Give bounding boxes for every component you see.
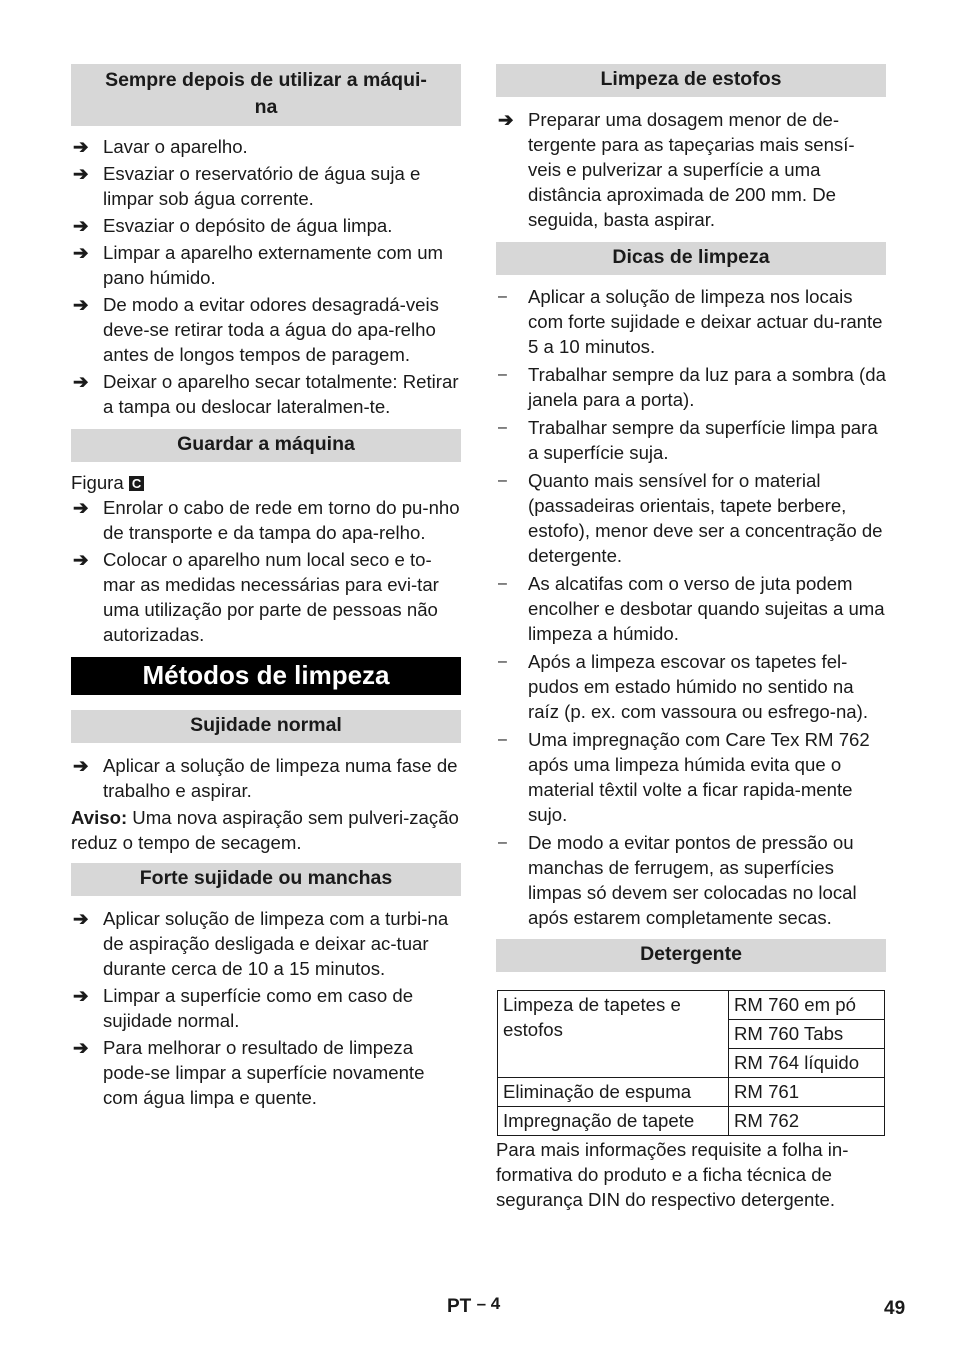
- list-item: – Trabalhar sempre da superfície limpa para a superfície suja.: [498, 417, 878, 463]
- chapter-title: Métodos de limpeza: [71, 657, 461, 695]
- table-cell-value: RM 760 Tabs: [729, 1020, 885, 1049]
- dash-bullet: –: [498, 419, 507, 436]
- dash-bullet: –: [498, 834, 507, 851]
- section-title-text: Sempre depois de utilizar a máqui- na: [105, 69, 427, 118]
- list-item: – Uma impregnação com Care Tex RM 762 após uma limpeza húmida evita que o material têxtil volte a ficar rapida-mente sujo.: [498, 729, 870, 825]
- dash-bullet: –: [498, 366, 507, 383]
- list-item: – Trabalhar sempre da luz para a sombra (da janela para a porta).: [498, 364, 886, 410]
- section-title-storage: Guardar a máquina: [71, 429, 461, 462]
- table-cell-value: RM 761: [729, 1078, 885, 1107]
- arrow-icon: ➔: [498, 109, 514, 130]
- section-title-cleaning-tips: Dicas de limpeza: [496, 242, 886, 275]
- heavy-dirt-list: [71, 906, 461, 1110]
- arrow-icon: ➔: [73, 136, 89, 157]
- dash-bullet: –: [498, 731, 507, 748]
- section-title-after-use: [71, 64, 461, 126]
- left-column: [71, 64, 461, 1110]
- note-label: Aviso:: [71, 807, 128, 828]
- table-cell-label: Impregnação de tapete: [498, 1107, 729, 1136]
- arrow-icon: ➔: [73, 163, 89, 184]
- table-cell-value: RM 762: [729, 1107, 885, 1136]
- section-title-upholstery: Limpeza de estofos: [496, 64, 886, 97]
- footer-section-marker: [447, 1296, 500, 1318]
- table-row: [498, 1078, 885, 1107]
- figure-c-badge: C: [129, 476, 144, 491]
- list-item: ➔ Limpar a aparelho externamente com um pano húmido.: [73, 242, 444, 288]
- arrow-icon: ➔: [73, 985, 89, 1006]
- arrow-icon: ➔: [73, 1037, 89, 1058]
- arrow-icon: ➔: [73, 215, 89, 236]
- table-cell-label: Limpeza de tapetes e estofos: [498, 991, 729, 1078]
- list-item: ➔ Preparar uma dosagem menor de de-tergente para as tapeçarias mais sensí-veis e pulverizar a superfície a uma distância aproximada de 200 mm. De seguida, basta aspirar.: [498, 109, 855, 230]
- footer-section-page: – 4: [476, 1294, 501, 1313]
- dash-bullet: –: [498, 472, 507, 489]
- figure-reference: Figura C: [71, 470, 461, 495]
- section-title-heavy-dirt: Forte sujidade ou manchas: [71, 863, 461, 896]
- list-item: ➔ Colocar o aparelho num local seco e to-mar as medidas necessárias para evi-tar uma utilização por parte de pessoas não autorizadas.: [73, 549, 439, 645]
- page-number: 49: [884, 1298, 906, 1319]
- list-item: ➔ De modo a evitar odores desagradá-veis deve-se retirar toda a água do apa-relho antes de longos tempos de paragem.: [73, 294, 439, 365]
- table-cell-value: RM 760 em pó: [729, 991, 885, 1020]
- list-item: ➔ Para melhorar o resultado de limpeza pode-se limpar a superfície novamente com água limpa e quente.: [73, 1037, 425, 1108]
- list-item: ➔ Enrolar o cabo de rede em torno do pu-nho de transporte e da tampa do apa-relho.: [73, 497, 460, 543]
- arrow-icon: ➔: [73, 242, 89, 263]
- arrow-icon: ➔: [73, 549, 89, 570]
- list-item: ➔ Esvaziar o reservatório de água suja e limpar sob água corrente.: [73, 163, 421, 209]
- list-item: ➔ Deixar o aparelho secar totalmente: Retirar a tampa ou deslocar lateralmen-te.: [73, 371, 459, 417]
- arrow-icon: ➔: [73, 497, 89, 518]
- dash-bullet: –: [498, 653, 507, 670]
- dash-bullet: –: [498, 575, 507, 592]
- after-use-list: [71, 134, 461, 419]
- arrow-icon: ➔: [73, 371, 89, 392]
- table-row: [498, 1107, 885, 1136]
- list-item: ➔ Esvaziar o depósito de água limpa.: [73, 215, 393, 236]
- list-item: – Após a limpeza escovar os tapetes fel-pudos em estado húmido no sentido na raíz (p. ex. com vassoura ou esfrego-na).: [498, 651, 868, 722]
- detergent-table: [497, 990, 885, 1136]
- list-item: ➔ Aplicar a solução de limpeza numa fase de trabalho e aspirar.: [73, 755, 458, 801]
- arrow-icon: ➔: [73, 755, 89, 776]
- table-row: [498, 991, 885, 1020]
- storage-list: [71, 495, 461, 647]
- table-cell-value: RM 764 líquido: [729, 1049, 885, 1078]
- arrow-icon: ➔: [73, 294, 89, 315]
- list-item: ➔ Lavar o aparelho.: [73, 136, 248, 157]
- list-item: – Aplicar a solução de limpeza nos locais com forte sujidade e deixar actuar du-rante 5 a 10 minutos.: [498, 286, 883, 357]
- section-title-detergent: Detergente: [496, 939, 886, 972]
- list-item: ➔ Limpar a superfície como em caso de sujidade normal.: [73, 985, 414, 1031]
- list-item: ➔ Aplicar solução de limpeza com a turbi-na de aspiração desligada e deixar ac-tuar durante cerca de 10 a 15 minutos.: [73, 908, 449, 979]
- section-title-normal-dirt: Sujidade normal: [71, 710, 461, 743]
- table-cell-label: Eliminação de espuma: [498, 1078, 729, 1107]
- list-item: – As alcatifas com o verso de juta podem encolher e desbotar quando sujeitas a uma limpeza a húmido.: [498, 573, 885, 644]
- arrow-icon: ➔: [73, 908, 89, 929]
- footer-language: PT: [447, 1296, 472, 1317]
- dash-bullet: –: [498, 288, 507, 305]
- list-item: – Quanto mais sensível for o material (passadeiras orientais, tapete berbere, estofo), menor deve ser a concentração de detergente.: [498, 470, 883, 566]
- detergent-footnote: Para mais informações requisite a folha in-formativa do produto e a ficha técnica de segurança DIN do respectivo detergente.: [496, 1139, 849, 1210]
- list-item: – De modo a evitar pontos de pressão ou manchas de ferrugem, as superfícies limpas só devem ser colocadas no local após estarem completamente secas.: [498, 832, 857, 928]
- note-paragraph: Aviso: Uma nova aspiração sem pulveri-zação reduz o tempo de secagem.: [71, 807, 459, 853]
- cleaning-tips-list: [496, 284, 886, 930]
- right-column: [496, 64, 886, 1212]
